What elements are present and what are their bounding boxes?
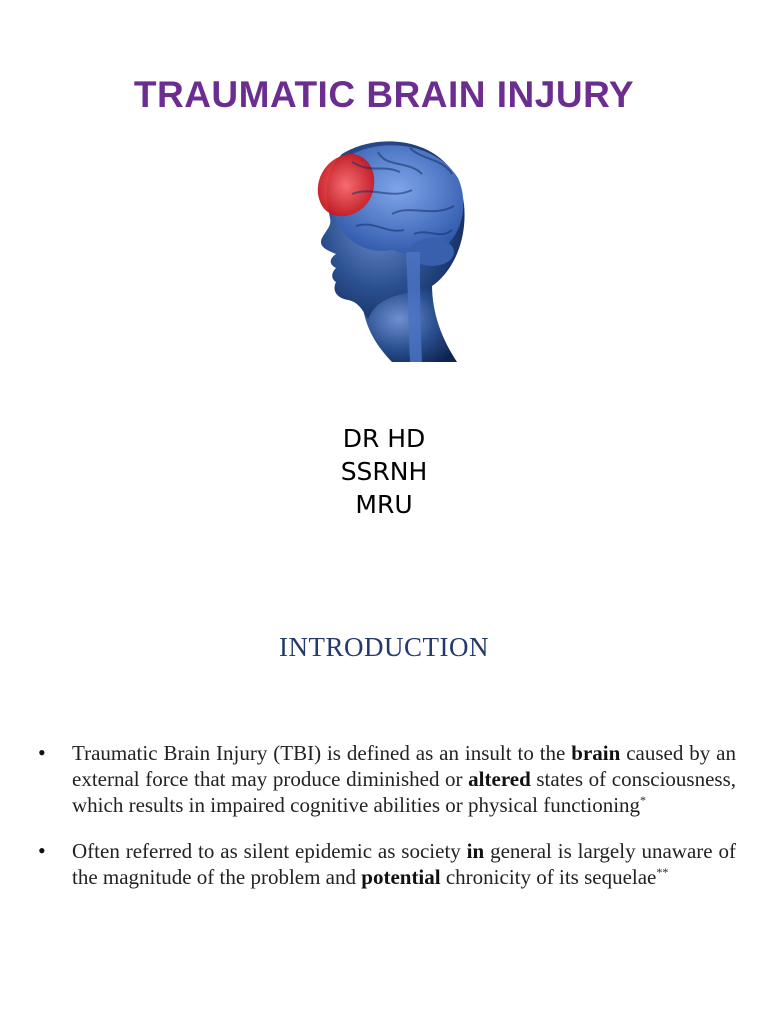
footnote-mark: ** [656, 865, 669, 879]
bullet-item [36, 838, 736, 890]
author-line: SSRNH [340, 457, 428, 486]
bullet-emphasis: in [466, 839, 485, 863]
bullet-emphasis: potential [361, 865, 441, 889]
bullet-text: Often referred to as silent epidemic as society [72, 839, 467, 863]
bullet-text: Traumatic Brain Injury (TBI) is defined as an insult to the [72, 741, 572, 765]
bullet-emphasis: altered [468, 767, 531, 791]
slide-title: TRAUMATIC BRAIN INJURY [133, 74, 635, 115]
bullet-text: chronicity of its sequelae [440, 865, 657, 889]
author-line: MRU [355, 490, 413, 519]
footnote-mark: * [640, 793, 647, 807]
author-line: DR HD [342, 424, 426, 453]
bullet-text: general is largely unaware of the magnitude of the problem and [72, 839, 736, 889]
bullet-marker: • [38, 740, 46, 765]
bullet-text: states of consciousness, which results in impaired cognitive abilities or physical functioning [72, 767, 736, 817]
bullet-marker: • [38, 838, 46, 863]
bullet-text: caused by an external force that may produce diminished or [72, 741, 736, 791]
brain-head-illustration [282, 134, 472, 362]
section-heading: INTRODUCTION [279, 632, 489, 662]
bullet-item [36, 740, 736, 818]
bullet-emphasis: brain [571, 741, 621, 765]
bullet-list [36, 740, 736, 910]
author-block [0, 422, 768, 521]
